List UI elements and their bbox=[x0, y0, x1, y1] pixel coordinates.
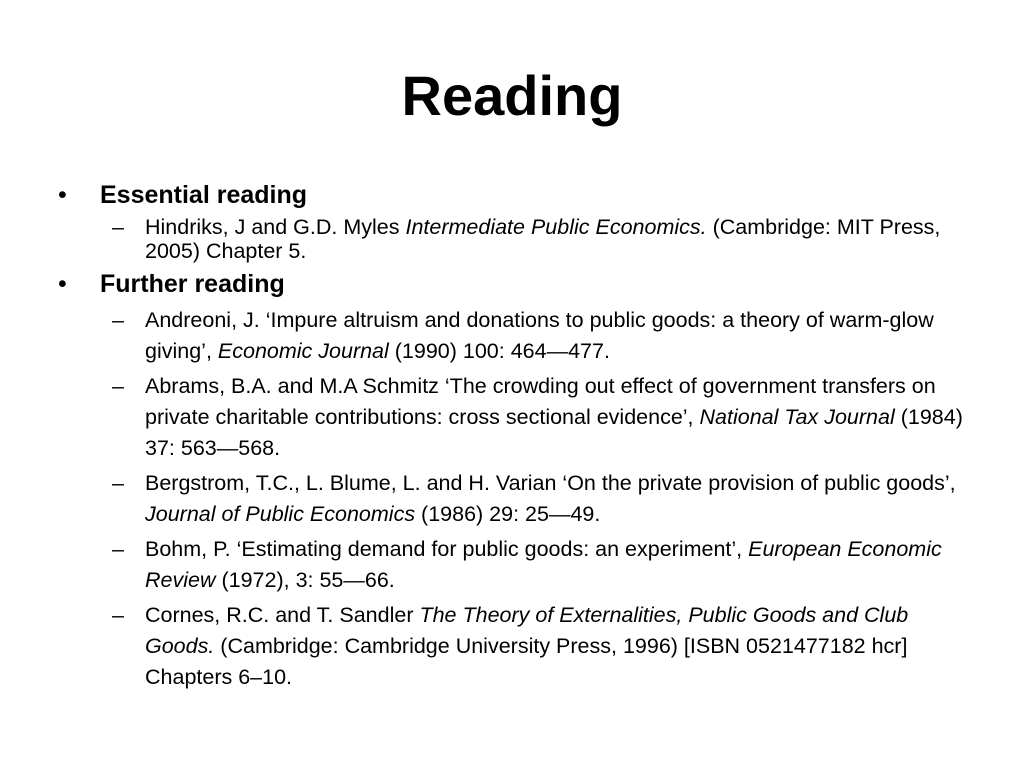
section-heading bbox=[56, 178, 986, 212]
reference-details: (Cambridge: Cambridge University Press, 1996) [ISBN 0521477182 hcr] Chapters 6–10. bbox=[145, 634, 908, 689]
reference-item bbox=[56, 600, 986, 693]
slide-content bbox=[56, 178, 986, 693]
reference-item bbox=[56, 305, 986, 367]
reference-title: The Theory of Externalities, Public Goods and Club Goods. bbox=[145, 603, 909, 658]
reference-item bbox=[56, 534, 986, 596]
reference-details: (1984) 37: 563—568. bbox=[145, 405, 963, 460]
reference-details: (1986) 29: 25—49. bbox=[415, 502, 601, 526]
slide-title: Reading bbox=[401, 64, 623, 127]
section-heading-label: Essential reading bbox=[100, 181, 308, 209]
dash-icon: – bbox=[112, 374, 124, 398]
reference-title: Journal of Public Economics bbox=[145, 502, 416, 526]
reference-details: (1990) 100: 464—477. bbox=[388, 339, 610, 363]
reference-text: Bohm, P. ‘Estimating demand for public goods: an experiment’, bbox=[145, 537, 749, 561]
reference-title: National Tax Journal bbox=[699, 405, 895, 429]
dash-icon: – bbox=[112, 471, 124, 495]
reference-item bbox=[56, 371, 986, 464]
reference-text: Bergstrom, T.C., L. Blume, L. and H. Varian ‘On the private provision of public goods’, bbox=[145, 471, 956, 495]
reference-title: European Economic Review bbox=[145, 537, 942, 592]
reference-details: (1972), 3: 55—66. bbox=[215, 568, 395, 592]
section-heading bbox=[56, 267, 986, 301]
reference-title: Economic Journal bbox=[217, 339, 389, 363]
dash-icon: – bbox=[112, 215, 124, 239]
dash-icon: – bbox=[112, 308, 124, 332]
reference-item bbox=[56, 215, 986, 263]
bullet-icon: • bbox=[58, 270, 67, 298]
reference-text: Cornes, R.C. and T. Sandler bbox=[145, 603, 420, 627]
reference-title: Intermediate Public Economics. bbox=[405, 215, 707, 239]
reference-text: Hindriks, J and G.D. Myles bbox=[145, 215, 406, 239]
dash-icon: – bbox=[112, 603, 124, 627]
reference-text: Abrams, B.A. and M.A Schmitz ‘The crowding out effect of government transfers on private charitable contributions: cross sectional evidence’, bbox=[145, 374, 936, 429]
section-further-reading bbox=[56, 267, 986, 693]
reference-details: (Cambridge: MIT Press, 2005) Chapter 5. bbox=[145, 215, 941, 263]
dash-icon: – bbox=[112, 537, 124, 561]
reference-list bbox=[56, 305, 986, 693]
bullet-icon: • bbox=[58, 181, 67, 209]
reference-text: Andreoni, J. ‘Impure altruism and donations to public goods: a theory of warm-glow giving’, bbox=[145, 308, 934, 363]
section-essential-reading bbox=[56, 178, 986, 263]
reference-list bbox=[56, 215, 986, 263]
reference-item bbox=[56, 468, 986, 530]
section-heading-label: Further reading bbox=[100, 270, 285, 298]
